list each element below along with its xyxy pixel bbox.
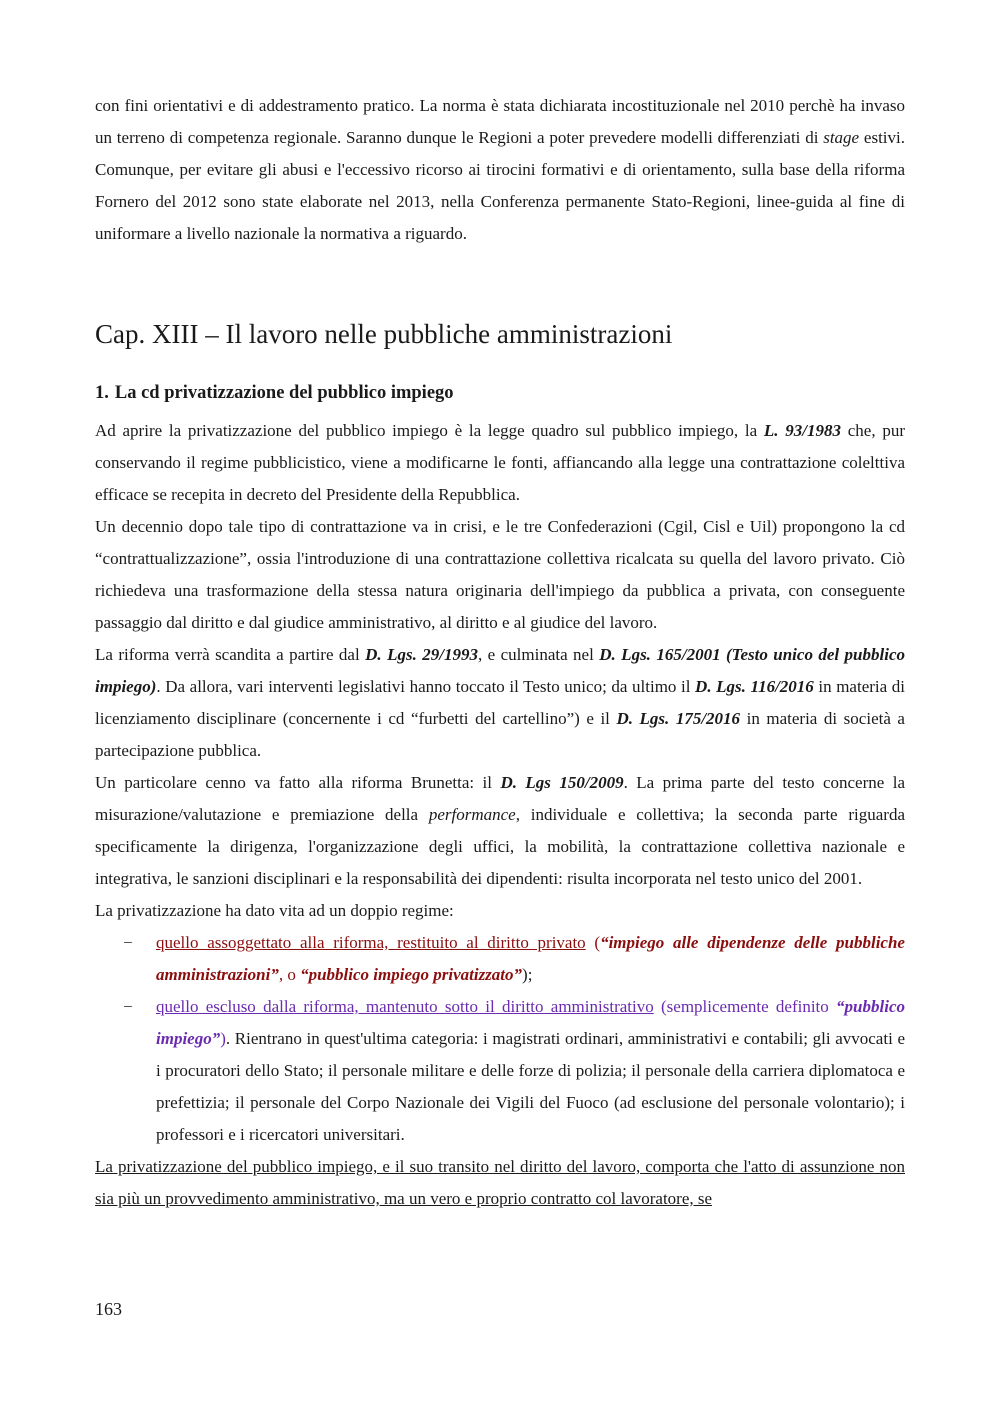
intro-text-1: con fini orientativi e di addestramento pratico. La norma è stata dichiarata incostituzionale nel 2010 perchè ha invaso un terreno di competenza regionale. Saranno dunque le Regioni a poter prevedere modelli differenziati di xyxy=(95,96,905,147)
para3-text-e: in materia di società a partecipazione pubblica. xyxy=(95,709,905,760)
list-item-1-text-c: ); xyxy=(522,965,533,984)
list-item-2-text-a: (semplicemente definito xyxy=(653,997,837,1016)
intro-stage-term: stage xyxy=(823,128,860,147)
list-item xyxy=(95,927,905,991)
para4-text-a: Un particolare cenno va fatto alla riforma Brunetta: il xyxy=(95,773,501,792)
section-heading xyxy=(95,378,905,408)
paragraph-1 xyxy=(95,415,905,511)
para4-text-c: , individuale e collettiva; la seconda parte riguarda specificamente la dirigenza, l'organizzazione degli uffici, la mobilità, la contrattazione collettiva nazionale e integrativa, le sanzioni disciplinari e la responsabilità dei dipendenti: risulta incorporata nel testo unico del 2001. xyxy=(95,805,905,888)
section-body xyxy=(95,415,905,1215)
list-item xyxy=(95,991,905,1151)
law-reference: D. Lgs. 29/1993 xyxy=(365,645,478,664)
para3-text-d: in materia di licenziamento disciplinare (concernente i cd “furbetti del cartellino”) e il xyxy=(95,677,905,728)
list-item-1-underlined: quello assoggettato alla riforma, restituito al diritto privato xyxy=(156,933,586,952)
paragraph-2: Un decennio dopo tale tipo di contrattazione va in crisi, e le tre Confederazioni (Cgil, Cisl e Uil) propongono la cd “contrattualizzazione”, ossia l'introduzione di una contrattazione collettiva ricalcata su quella del lavoro privato. Ciò richiedeva una trasformazione della stessa natura originaria dell'impiego da pubblica a privata, con conseguente passaggio dal diritto e dal giudice amministrativo, al diritto e al giudice del lavoro. xyxy=(95,517,905,632)
list-item-1-text-a: ( xyxy=(585,933,601,952)
law-reference: D. Lgs. 116/2016 xyxy=(695,677,814,696)
para1-text-a: Ad aprire la privatizzazione del pubblico impiego è la legge quadro sul pubblico impiego, la xyxy=(95,421,764,440)
list-item-1-term-2: “pubblico impiego privatizzato” xyxy=(300,965,523,984)
para3-text-b: , e culminata nel xyxy=(477,645,600,664)
list-item-2-underlined: quello escluso dalla riforma, mantenuto sotto il diritto amministrativo xyxy=(156,997,654,1016)
law-reference: D. Lgs 150/2009 xyxy=(500,773,624,792)
list-item-1-term-1: “impiego alle dipendenze delle pubbliche amministrazioni” xyxy=(156,933,905,984)
bullet-dash-icon: − xyxy=(123,933,133,952)
list-item-2-term: “pubblico impiego” xyxy=(156,997,905,1048)
page-number: 163 xyxy=(95,1299,122,1319)
law-reference: D. Lgs. 165/2001 (Testo unico del pubblico impiego) xyxy=(95,645,906,696)
list-item-2-text-c: . Rientrano in quest'ultima categoria: i magistrati ordinari, amministrativi e contabili; gli avvocati e i procuratori dello Stato; il personale militare e delle forze di polizia; il personale della carriera diplomatoca e prefettizia; il personale del Corpo Nazionale dei Vigili del Fuoco (ad esclusione del personale volontario); i professori e i ricercatori universitari. xyxy=(156,1029,905,1144)
law-reference: L. 93/1983 xyxy=(763,421,842,440)
intro-text-2: estivi. Comunque, per evitare gli abusi e l'eccessivo ricorso ai tirocini formativi e di orientamento, sulla base della riforma Fornero del 2012 sono state elaborate nel 2013, nella Conferenza permanente Stato-Regioni, linee-guida al fine di uniformare a livello nazionale la normativa a riguardo. xyxy=(95,128,905,243)
paragraph-3 xyxy=(95,639,905,767)
para1-text-b: che, pur conservando il regime pubblicistico, viene a modificarne le fonti, affiancando alla legge una contrattazione colelttiva efficace se recepita in decreto del Presidente della Repubblica. xyxy=(95,421,905,504)
performance-term: performance xyxy=(428,805,516,824)
intro-paragraph-block xyxy=(95,90,905,250)
law-reference: D. Lgs. 175/2016 xyxy=(616,709,741,728)
regime-list xyxy=(95,927,905,1151)
list-item-2-text-b: ) xyxy=(220,1029,226,1048)
paragraph-4 xyxy=(95,767,905,895)
chapter-title: Cap. XIII – Il lavoro nelle pubbliche amministrazioni xyxy=(95,319,673,349)
section-title: La cd privatizzazione del pubblico impiego xyxy=(114,383,454,403)
intro-paragraph xyxy=(95,90,905,250)
para4-text-b: . La prima parte del testo concerne la misurazione/valutazione e premiazione della xyxy=(95,773,905,824)
para3-text-c: . Da allora, vari interventi legislativi hanno toccato il Testo unico; da ultimo il xyxy=(156,677,696,696)
list-item-1-text-b: , o xyxy=(278,965,301,984)
section-number: 1. xyxy=(95,383,109,403)
para3-text-a: La riforma verrà scandita a partire dal xyxy=(95,645,366,664)
paragraph-5: La privatizzazione ha dato vita ad un doppio regime: xyxy=(95,901,454,920)
bullet-dash-icon: − xyxy=(123,997,133,1016)
paragraph-6: La privatizzazione del pubblico impiego, e il suo transito nel diritto del lavoro, comporta che l'atto di assunzione non sia più un provvedimento amministrativo, ma un vero e proprio contratto col lavoratore, se xyxy=(95,1157,905,1208)
